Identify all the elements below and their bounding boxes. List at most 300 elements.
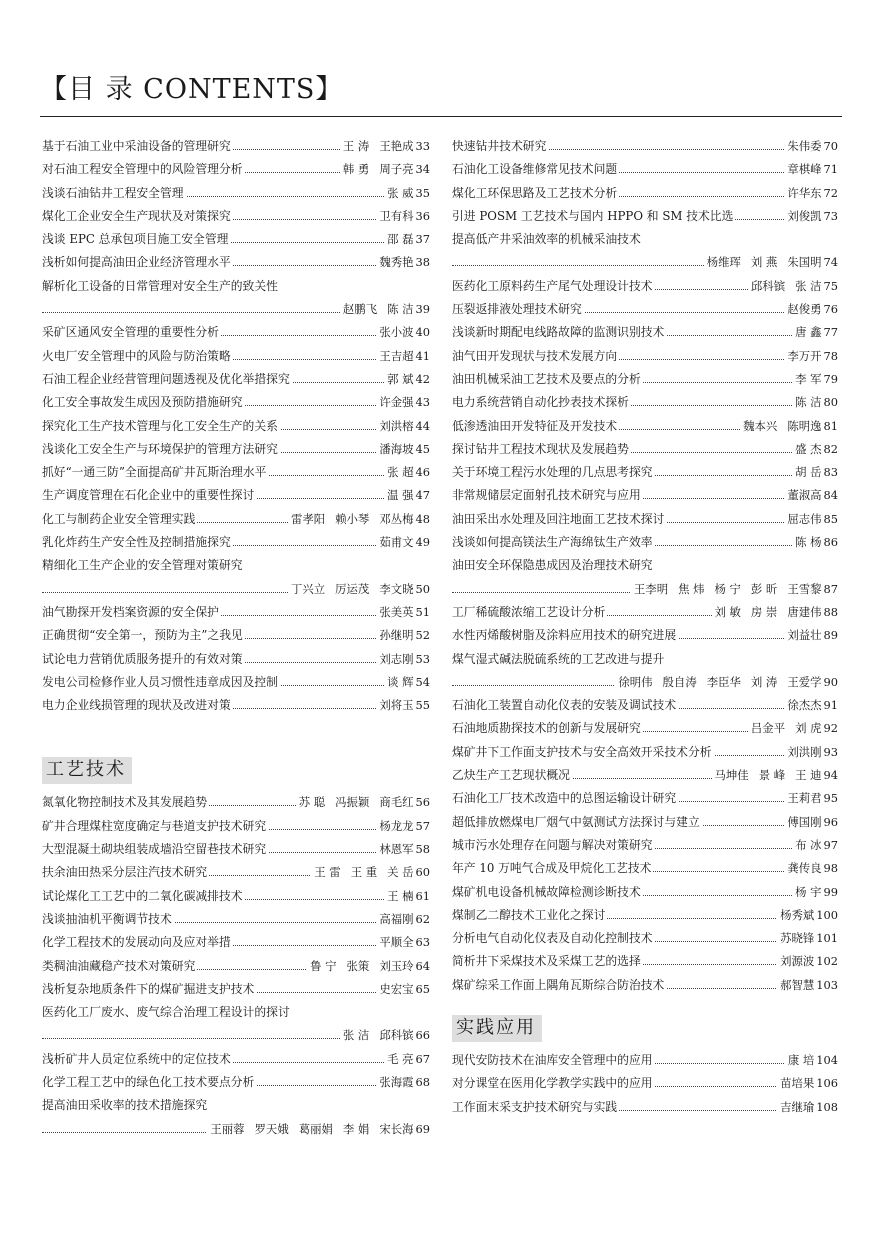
toc-entry bbox=[42, 531, 430, 554]
entry-title: 浅谈 EPC 总承包项目施工安全管理 bbox=[42, 232, 229, 247]
toc-entry bbox=[452, 974, 838, 997]
entry-meta bbox=[784, 624, 838, 647]
entry-author: 徐明伟 bbox=[618, 674, 653, 689]
toc-entry bbox=[42, 671, 430, 694]
entry-title: 快速钻井技术研究 bbox=[452, 139, 547, 153]
entry-meta bbox=[784, 182, 838, 205]
entry-page-number: 81 bbox=[823, 418, 838, 433]
toc-entry bbox=[42, 275, 430, 298]
entry-page-number: 51 bbox=[415, 604, 430, 619]
entry-title: 对石油工程安全管理中的风险管理分析 bbox=[42, 162, 243, 177]
toc-entry bbox=[42, 368, 430, 391]
entry-page-number: 64 bbox=[415, 958, 430, 973]
entry-title: 石油地质勘探技术的创新与发展研究 bbox=[452, 721, 641, 736]
entry-author: 刘源波 bbox=[780, 954, 815, 969]
entry-title: 煤化工环保思路及工艺技术分析 bbox=[452, 185, 618, 200]
entry-author: 苗培果 bbox=[780, 1076, 815, 1091]
entry-title: 大型混凝土砌块组装成墙沿空留巷技术研究 bbox=[42, 842, 267, 857]
entry-title: 探究化工生产技术管理与化工安全生产的关系 bbox=[42, 418, 278, 433]
entry-title: 提高油田采收率的技术措施探究 bbox=[42, 1098, 208, 1113]
entry-author: 丁兴立 bbox=[290, 581, 326, 596]
entry-page-number: 100 bbox=[816, 907, 838, 922]
entry-page-number: 73 bbox=[823, 208, 838, 223]
entry-author: 王 涛 bbox=[342, 139, 370, 153]
toc-entry bbox=[452, 648, 838, 671]
toc-entry bbox=[452, 368, 838, 391]
entry-author: 韩 勇 bbox=[342, 162, 370, 177]
entry-title: 解析化工设备的日常管理对安全生产的致关性 bbox=[42, 278, 278, 293]
entry-meta bbox=[784, 694, 838, 717]
entry-page-number: 70 bbox=[823, 139, 838, 153]
entry-author: 刘 燕 bbox=[750, 255, 778, 270]
entry-page-number: 68 bbox=[415, 1074, 430, 1089]
toc-entry bbox=[42, 601, 430, 624]
entry-title: 低渗透油田开发特征及开发技术 bbox=[452, 418, 618, 433]
entry-title: 油田机械采油工艺技术及要点的分析 bbox=[452, 371, 641, 386]
page-title: 【目 录 CONTENTS】 bbox=[40, 74, 344, 105]
toc-entry bbox=[452, 135, 838, 158]
entry-title: 火电厂安全管理中的风险与防治策略 bbox=[42, 348, 231, 363]
entry-author: 张美英 bbox=[379, 604, 414, 619]
entry-title: 化工与制药企业安全管理实践 bbox=[42, 511, 196, 526]
entry-author: 卫有科 bbox=[379, 208, 414, 223]
entry-author: 杨龙龙 bbox=[379, 818, 414, 833]
entry-title: 矿井合理煤柱宽度确定与巷道支护技术研究 bbox=[42, 818, 267, 833]
entry-author: 王 雷 bbox=[314, 865, 341, 880]
entry-author: 吕金平 bbox=[750, 721, 786, 736]
entry-author: 葛丽娟 bbox=[298, 1121, 333, 1136]
entry-meta bbox=[340, 135, 430, 158]
entry-title: 非常规储层定面射孔技术研究与应用 bbox=[452, 488, 641, 503]
toc-entry bbox=[452, 601, 838, 624]
toc-entry bbox=[452, 927, 838, 950]
entry-meta bbox=[777, 950, 838, 973]
entry-page-number: 89 bbox=[823, 628, 838, 643]
entry-page-number: 45 bbox=[415, 441, 430, 456]
toc-entry bbox=[452, 787, 838, 810]
entry-author: 陈 洁 bbox=[795, 395, 822, 410]
entry-title: 电力企业线损管理的现状及改进对策 bbox=[42, 698, 231, 713]
entry-author: 陈明逸 bbox=[787, 418, 822, 433]
entry-page-number: 39 bbox=[415, 302, 430, 317]
entry-meta bbox=[376, 648, 430, 671]
entry-author: 赵俊勇 bbox=[787, 302, 822, 317]
entry-page-number: 61 bbox=[415, 888, 430, 903]
toc-entry bbox=[42, 885, 430, 908]
entry-meta bbox=[777, 1096, 838, 1119]
entry-author: 王艳成 bbox=[379, 139, 414, 153]
entry-title: 石油化工设备维修常见技术问题 bbox=[452, 162, 618, 177]
toc-entry bbox=[42, 838, 430, 861]
entry-title: 浅析如何提高油田企业经济管理水平 bbox=[42, 255, 231, 270]
entry-meta bbox=[384, 182, 430, 205]
toc-entry bbox=[452, 298, 838, 321]
entry-author: 鲁 宁 bbox=[310, 958, 337, 973]
entry-page-number: 78 bbox=[823, 348, 838, 363]
entry-page-number: 75 bbox=[823, 278, 838, 293]
entry-meta bbox=[384, 228, 430, 251]
toc-entry bbox=[452, 717, 838, 740]
entry-meta bbox=[784, 508, 838, 531]
entry-title: 分析电气自动化仪表及自动化控制技术 bbox=[452, 931, 653, 946]
entry-page-number: 52 bbox=[415, 628, 430, 643]
entry-title: 正确贯彻“安全第一，预防为主”之我见 bbox=[42, 628, 243, 643]
entry-title: 浅析矿井人员定位系统中的定位技术 bbox=[42, 1051, 231, 1066]
entry-meta bbox=[777, 1072, 838, 1095]
entry-page-number: 98 bbox=[823, 861, 838, 876]
entry-author: 郝智慧 bbox=[780, 977, 815, 992]
entry-page-number: 47 bbox=[415, 488, 430, 503]
entry-title: 精细化工生产企业的安全管理对策研究 bbox=[42, 558, 243, 573]
entry-author: 屈志伟 bbox=[787, 511, 822, 526]
toc-entry bbox=[42, 694, 430, 717]
entry-author: 张 威 bbox=[387, 185, 414, 200]
entry-author: 杨 宁 bbox=[714, 581, 741, 596]
entry-page-number: 57 bbox=[415, 818, 430, 833]
entry-title: 煤气湿式碱法脱硫系统的工艺改进与提升 bbox=[452, 651, 665, 666]
entry-title: 浅谈抽油机平衡调节技术 bbox=[42, 911, 172, 926]
section-label-craft: 工艺技术 bbox=[42, 757, 132, 784]
toc-entry bbox=[42, 1094, 430, 1117]
toc-entry bbox=[42, 321, 430, 344]
toc-entry bbox=[42, 1071, 430, 1094]
entry-page-number: 60 bbox=[415, 865, 430, 880]
entry-author: 唐建伟 bbox=[787, 604, 822, 619]
entry-author: 平顺全 bbox=[379, 935, 414, 950]
entry-meta bbox=[376, 438, 430, 461]
entry-meta bbox=[784, 298, 838, 321]
toc-entry bbox=[42, 791, 430, 814]
toc-entry bbox=[42, 1001, 430, 1024]
entry-author: 邱科镔 bbox=[379, 1028, 414, 1043]
entry-author: 张 超 bbox=[387, 465, 414, 480]
entry-author: 杨秀斌 bbox=[780, 907, 815, 922]
entry-page-number: 67 bbox=[415, 1051, 430, 1066]
entry-author: 魏本兴 bbox=[743, 418, 778, 433]
entry-meta bbox=[384, 368, 430, 391]
entry-author: 王 迪 bbox=[795, 768, 822, 783]
entry-page-number: 56 bbox=[415, 795, 430, 810]
toc-group-safety bbox=[42, 135, 430, 717]
toc-entry bbox=[42, 205, 430, 228]
entry-page-number: 69 bbox=[415, 1121, 430, 1136]
toc-entry bbox=[452, 950, 838, 973]
toc-entry bbox=[42, 648, 430, 671]
entry-page-number: 71 bbox=[823, 162, 838, 177]
toc-entry bbox=[42, 135, 430, 158]
entry-author: 刘将玉 bbox=[379, 698, 414, 713]
entry-author: 王莉君 bbox=[787, 791, 822, 806]
toc-group-craft-left bbox=[42, 791, 430, 1140]
entry-meta bbox=[376, 415, 430, 438]
entry-title: 压裂返排液处理技术研究 bbox=[452, 302, 582, 317]
entry-page-number: 62 bbox=[415, 911, 430, 926]
entry-title: 水性丙烯酸树脂及涂料应用技术的研究进展 bbox=[452, 628, 677, 643]
entry-title: 浅谈如何提高镁法生产海绵钛生产效率 bbox=[452, 535, 653, 550]
entry-page-number: 49 bbox=[415, 535, 430, 550]
entry-page-number: 80 bbox=[823, 395, 838, 410]
entry-author: 景 峰 bbox=[758, 768, 786, 783]
entry-author: 杨维珲 bbox=[706, 255, 741, 270]
toc-entry bbox=[452, 438, 838, 461]
entry-meta bbox=[712, 764, 839, 787]
entry-author: 雷孝阳 bbox=[290, 511, 326, 526]
entry-meta bbox=[376, 978, 430, 1001]
entry-meta bbox=[340, 1024, 430, 1047]
entry-author: 周子亮 bbox=[379, 162, 414, 177]
toc-entry bbox=[42, 415, 430, 438]
toc-entry bbox=[452, 391, 838, 414]
entry-page-number: 46 bbox=[415, 465, 430, 480]
toc-entry bbox=[42, 251, 430, 274]
entry-author: 朱伟委 bbox=[787, 139, 822, 153]
entry-author: 刘洪刚 bbox=[787, 744, 822, 759]
toc-entry bbox=[452, 205, 838, 228]
entry-page-number: 85 bbox=[823, 511, 838, 526]
entry-author: 李 娟 bbox=[342, 1121, 370, 1136]
entry-author: 吉继瑜 bbox=[780, 1099, 815, 1114]
entry-page-number: 88 bbox=[823, 604, 838, 619]
entry-author: 赖小琴 bbox=[335, 511, 370, 526]
entry-meta bbox=[376, 345, 430, 368]
entry-author: 邱科镔 bbox=[750, 278, 786, 293]
entry-title: 简析井下采煤技术及采煤工艺的选择 bbox=[452, 954, 641, 969]
toc-entry bbox=[42, 228, 430, 251]
entry-author: 邵 磊 bbox=[387, 232, 414, 247]
entry-page-number: 93 bbox=[823, 744, 838, 759]
toc-entry bbox=[452, 1072, 838, 1095]
entry-author: 谈 辉 bbox=[387, 674, 414, 689]
entry-meta bbox=[376, 931, 430, 954]
toc-entry bbox=[42, 861, 430, 884]
entry-author: 许金强 bbox=[379, 395, 414, 410]
entry-meta bbox=[748, 275, 838, 298]
entry-title: 年产 10 万吨气合成及甲烷化工艺技术 bbox=[452, 861, 652, 876]
entry-meta bbox=[615, 671, 838, 694]
entry-meta bbox=[792, 881, 838, 904]
toc-entry bbox=[42, 1048, 430, 1071]
toc-entry bbox=[452, 251, 838, 274]
entry-title: 化学工程技术的发展动向及应对举措 bbox=[42, 935, 231, 950]
toc-right-column bbox=[452, 135, 838, 1119]
entry-meta bbox=[376, 624, 430, 647]
entry-author: 宋长海 bbox=[379, 1121, 414, 1136]
entry-meta bbox=[376, 838, 430, 861]
toc-entry bbox=[42, 554, 430, 577]
entry-meta bbox=[784, 741, 838, 764]
entry-author: 罗天娥 bbox=[254, 1121, 289, 1136]
entry-title: 油气勘探开发档案资源的安全保护 bbox=[42, 604, 219, 619]
toc-entry bbox=[452, 741, 838, 764]
toc-left-column bbox=[42, 135, 430, 1141]
entry-author: 史宏宝 bbox=[379, 981, 414, 996]
entry-title: 医药化工厂废水、废气综合治理工程设计的探讨 bbox=[42, 1005, 290, 1020]
entry-title: 浅谈化工安全生产与环境保护的管理方法研究 bbox=[42, 441, 278, 456]
entry-meta bbox=[340, 298, 430, 321]
entry-page-number: 102 bbox=[816, 954, 838, 969]
entry-title: 煤矿机电设备机械故障检测诊断技术 bbox=[452, 884, 641, 899]
entry-meta bbox=[288, 508, 430, 531]
entry-author: 张海霞 bbox=[379, 1074, 414, 1089]
entry-meta bbox=[784, 135, 838, 158]
entry-meta bbox=[792, 834, 838, 857]
entry-author: 张 洁 bbox=[342, 1028, 370, 1043]
entry-author: 冯振颖 bbox=[335, 795, 370, 810]
toc-entry bbox=[42, 908, 430, 931]
toc-entry bbox=[42, 1118, 430, 1141]
entry-page-number: 43 bbox=[415, 395, 430, 410]
entry-meta bbox=[384, 885, 430, 908]
entry-meta bbox=[288, 578, 430, 601]
toc-entry bbox=[42, 298, 430, 321]
entry-page-number: 99 bbox=[823, 884, 838, 899]
entry-title: 扶余油田热采分层注汽技术研究 bbox=[42, 865, 208, 880]
entry-page-number: 65 bbox=[415, 981, 430, 996]
entry-author: 杨 宇 bbox=[795, 884, 822, 899]
entry-author: 魏秀艳 bbox=[379, 255, 414, 270]
entry-author: 李文晓 bbox=[379, 581, 414, 596]
entry-author: 王 楠 bbox=[387, 888, 414, 903]
entry-title: 油气田开发现状与技术发展方向 bbox=[452, 348, 618, 363]
entry-page-number: 91 bbox=[823, 698, 838, 713]
entry-title: 关于环境工程污水处理的几点思考探究 bbox=[452, 465, 653, 480]
entry-author: 苏晓锋 bbox=[780, 931, 815, 946]
entry-page-number: 66 bbox=[415, 1028, 430, 1043]
toc-entry bbox=[452, 158, 838, 181]
entry-meta bbox=[376, 205, 430, 228]
entry-author: 房 崇 bbox=[750, 604, 778, 619]
entry-meta bbox=[376, 251, 430, 274]
toc-entry bbox=[452, 484, 838, 507]
entry-page-number: 53 bbox=[415, 651, 430, 666]
entry-author: 王丽蓉 bbox=[210, 1121, 245, 1136]
entry-title: 煤矿综采工作面上隅角瓦斯综合防治技术 bbox=[452, 977, 665, 992]
toc-entry bbox=[452, 578, 838, 601]
entry-author: 刘洪榕 bbox=[379, 418, 414, 433]
entry-meta bbox=[712, 601, 839, 624]
entry-author: 布 冰 bbox=[795, 837, 822, 852]
entry-page-number: 50 bbox=[415, 581, 430, 596]
entry-title: 试论煤化工工艺中的二氧化碳减排技术 bbox=[42, 888, 243, 903]
entry-author: 张小波 bbox=[379, 325, 414, 340]
entry-author: 林恩军 bbox=[379, 842, 414, 857]
toc-entry bbox=[452, 182, 838, 205]
entry-author: 唐 鑫 bbox=[795, 325, 822, 340]
entry-title: 探讨钻井工程技术现状及发展趋势 bbox=[452, 441, 629, 456]
section-heading-practice bbox=[452, 1011, 838, 1041]
entry-title: 浅析复杂地质条件下的煤矿掘进支护技术 bbox=[42, 981, 255, 996]
entry-author: 康 培 bbox=[787, 1052, 815, 1067]
toc-entry bbox=[452, 415, 838, 438]
entry-meta bbox=[784, 787, 838, 810]
entry-meta bbox=[340, 158, 430, 181]
entry-page-number: 79 bbox=[823, 371, 838, 386]
entry-meta bbox=[777, 927, 838, 950]
entry-page-number: 35 bbox=[415, 185, 430, 200]
entry-author: 陈 洁 bbox=[387, 302, 414, 317]
toc-header bbox=[40, 72, 842, 117]
entry-title: 浅谈新时期配电线路故障的监测识别技术 bbox=[452, 325, 665, 340]
entry-author: 刘 虎 bbox=[795, 721, 822, 736]
entry-title: 类稠油油藏稳产技术对策研究 bbox=[42, 958, 196, 973]
entry-author: 刘玉玲 bbox=[379, 958, 414, 973]
entry-author: 刘 敏 bbox=[714, 604, 741, 619]
entry-meta bbox=[740, 415, 838, 438]
entry-author: 陈 杨 bbox=[795, 535, 822, 550]
toc-entry bbox=[42, 931, 430, 954]
entry-author: 马坤佳 bbox=[714, 768, 749, 783]
entry-title: 试论电力营销优质服务提升的有效对策 bbox=[42, 651, 243, 666]
entry-author: 温 强 bbox=[387, 488, 414, 503]
entry-author: 王雪黎 bbox=[787, 581, 822, 596]
entry-author: 厉运茂 bbox=[335, 581, 370, 596]
entry-meta bbox=[792, 368, 838, 391]
toc-group-practice bbox=[452, 1049, 838, 1119]
entry-author: 茹甫文 bbox=[379, 535, 414, 550]
entry-meta bbox=[792, 391, 838, 414]
toc-entry bbox=[42, 158, 430, 181]
toc-entry bbox=[452, 857, 838, 880]
entry-title: 对分课堂在医用化学教学实践中的应用 bbox=[452, 1076, 653, 1091]
entry-meta bbox=[784, 345, 838, 368]
entry-page-number: 83 bbox=[823, 465, 838, 480]
entry-meta bbox=[785, 1049, 838, 1072]
entry-author: 傅国刚 bbox=[787, 814, 822, 829]
entry-title: 生产调度管理在石化企业中的重要性探讨 bbox=[42, 488, 255, 503]
entry-page-number: 33 bbox=[415, 139, 430, 153]
toc-entry bbox=[42, 578, 430, 601]
entry-meta bbox=[376, 391, 430, 414]
toc-entry bbox=[42, 955, 430, 978]
toc-entry bbox=[42, 978, 430, 1001]
entry-page-number: 84 bbox=[823, 488, 838, 503]
entry-meta bbox=[784, 158, 838, 181]
entry-meta bbox=[376, 815, 430, 838]
entry-page-number: 34 bbox=[415, 162, 430, 177]
entry-page-number: 87 bbox=[823, 581, 838, 596]
entry-page-number: 96 bbox=[823, 814, 838, 829]
entry-meta bbox=[792, 461, 838, 484]
entry-author: 商毛红 bbox=[379, 795, 414, 810]
entry-page-number: 42 bbox=[415, 371, 430, 386]
entry-author: 胡 岳 bbox=[795, 465, 822, 480]
entry-author: 刘志刚 bbox=[379, 651, 414, 666]
entry-title: 煤制乙二醇技术工业化之探讨 bbox=[452, 907, 606, 922]
entry-author: 朱国明 bbox=[787, 255, 822, 270]
entry-page-number: 72 bbox=[823, 185, 838, 200]
toc-group-craft-right bbox=[452, 135, 838, 997]
toc-entry bbox=[42, 624, 430, 647]
entry-page-number: 40 bbox=[415, 325, 430, 340]
entry-title: 煤化工企业安全生产现状及对策探究 bbox=[42, 208, 231, 223]
entry-title: 电力系统营销自动化抄表技术探析 bbox=[452, 395, 629, 410]
entry-author: 刘俊凯 bbox=[787, 208, 822, 223]
entry-title: 工厂稀硫酸浓缩工艺设计分析 bbox=[452, 604, 606, 619]
entry-meta bbox=[296, 791, 430, 814]
entry-page-number: 44 bbox=[415, 418, 430, 433]
entry-title: 乙炔生产工艺现状概况 bbox=[452, 768, 570, 783]
entry-page-number: 55 bbox=[415, 698, 430, 713]
entry-author: 高福刚 bbox=[379, 911, 414, 926]
entry-page-number: 95 bbox=[823, 791, 838, 806]
entry-author: 刘 涛 bbox=[750, 674, 778, 689]
entry-author: 盛 杰 bbox=[795, 441, 822, 456]
entry-page-number: 94 bbox=[823, 768, 838, 783]
entry-page-number: 48 bbox=[415, 511, 430, 526]
entry-page-number: 101 bbox=[816, 931, 838, 946]
entry-page-number: 106 bbox=[816, 1076, 838, 1091]
entry-page-number: 77 bbox=[823, 325, 838, 340]
